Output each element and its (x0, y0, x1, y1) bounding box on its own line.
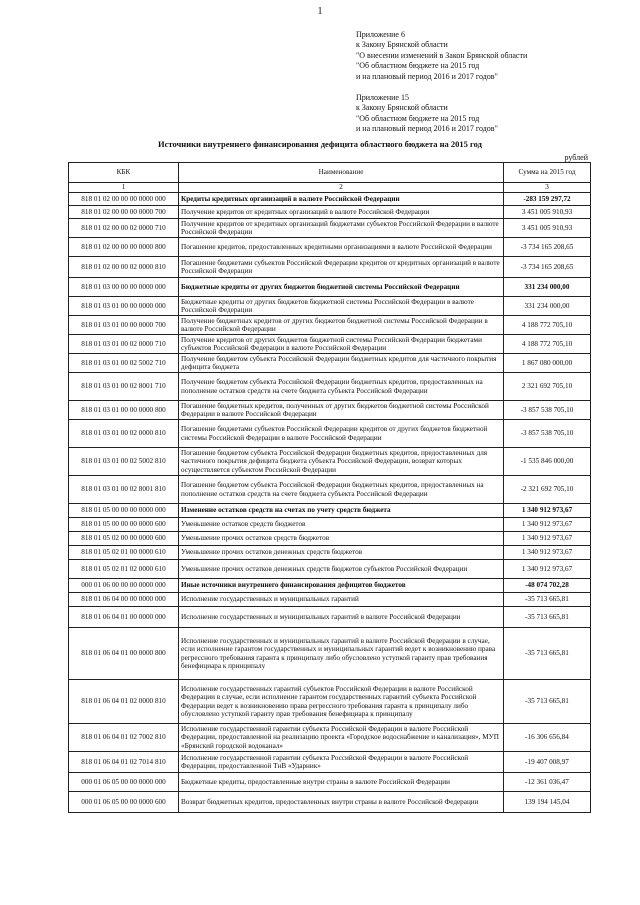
sum-cell: 139 194 145,04 (504, 792, 591, 813)
name-cell: Исполнение государственной гарантии субъекта Российской Федерации в валюте Российской Федерации, предоставленной ТнВ «Ударник» (179, 752, 504, 773)
kbk-cell: 818 01 02 00 00 00 0000 800 (69, 238, 179, 257)
name-cell: Уменьшение прочих остатков денежных средств бюджетов субъектов Российской Федерации (179, 560, 504, 579)
kbk-cell: 818 01 05 00 00 00 0000 000 (69, 504, 179, 518)
name-cell: Уменьшение прочих остатков денежных средств бюджетов (179, 546, 504, 560)
name-cell: Получение кредитов от других бюджетов бюджетной системы Российской Федерации бюджетами субъектов Российской Федерации в валюте Российской Федерации (179, 335, 504, 354)
kbk-cell: 818 01 03 01 00 02 5002 710 (69, 354, 179, 373)
sum-cell: -35 713 665,81 (504, 680, 591, 724)
sum-cell: -3 734 165 208,65 (504, 257, 591, 278)
table-row (69, 354, 591, 373)
kbk-cell: 818 01 03 01 00 00 0000 800 (69, 401, 179, 420)
sum-cell: 3 451 005 910,93 (504, 206, 591, 219)
table-row (69, 278, 591, 297)
name-cell: Получение бюджетных кредитов от других бюджетов бюджетной системы Российской Федерации в валюте Российской Федерации (179, 316, 504, 335)
sum-cell: 1 340 912 973,67 (504, 532, 591, 546)
kbk-cell: 818 01 03 01 00 02 5002 810 (69, 448, 179, 476)
kbk-cell: 818 01 06 04 01 02 7014 810 (69, 752, 179, 773)
table-row (69, 560, 591, 579)
name-cell: Уменьшение остатков средств бюджетов (179, 518, 504, 532)
appendix-6-line: к Закону Брянской области (356, 40, 448, 50)
name-cell: Погашение кредитов, предоставленных кредитными организациями в валюте Российской Федерации (179, 238, 504, 257)
column-index-1: 1 (69, 183, 179, 193)
sum-cell: -3 734 165 208,65 (504, 238, 591, 257)
kbk-cell: 818 01 05 02 00 00 0000 600 (69, 532, 179, 546)
name-cell: Изменение остатков средств на счетах по учету средств бюджета (179, 504, 504, 518)
header-sum: Сумма на 2015 год (504, 163, 591, 183)
table-row (69, 476, 591, 504)
table-row (69, 607, 591, 628)
table-row (69, 593, 591, 607)
kbk-cell: 818 01 02 00 00 00 0000 700 (69, 206, 179, 219)
kbk-cell: 818 01 06 04 00 00 0000 000 (69, 593, 179, 607)
name-cell: Получение бюджетом субъекта Российской Федерации бюджетных кредитов для частичного покрытия дефицита бюджета (179, 354, 504, 373)
table-row (69, 297, 591, 316)
table-row (69, 628, 591, 680)
appendix-6-reference (356, 30, 527, 82)
name-cell: Погашение бюджетом субъекта Российской Федерации бюджетных кредитов, предоставленных для частичного покрытия дефицита бюджета субъекта Российской Федерации, возврат которых осуществляется субъектом Российской Федерации (179, 448, 504, 476)
unit-label: рублей (564, 153, 588, 162)
sum-cell: -283 159 297,72 (504, 193, 591, 206)
header-kbk: КБК (69, 163, 179, 183)
column-index-2: 2 (179, 183, 504, 193)
sum-cell: 1 340 912 973,67 (504, 504, 591, 518)
name-cell: Получение кредитов от кредитных организаций бюджетами субъектов Российской Федерации в валюте Российской Федерации (179, 219, 504, 238)
sum-cell: 4 188 772 705,10 (504, 335, 591, 354)
table-row (69, 335, 591, 354)
table-row (69, 532, 591, 546)
sum-cell: -2 321 692 705,10 (504, 476, 591, 504)
kbk-cell: 818 01 03 01 00 00 0000 000 (69, 297, 179, 316)
sum-cell: -35 713 665,81 (504, 593, 591, 607)
sum-cell: 2 321 692 705,10 (504, 373, 591, 401)
sum-cell: -3 857 538 705,10 (504, 420, 591, 448)
table-row (69, 219, 591, 238)
table-row (69, 773, 591, 792)
name-cell: Исполнение государственных гарантий субъектов Российской Федерации в валюте Российской Федерации в случае, если исполнение гарантом государственных гарантий субъекта Российской Федерации ведет к возникновению права регрессного требования гаранта к принципалу либо обусловлено уступкой гаранту прав требования бенефициара к принципалу (179, 680, 504, 724)
table-row (69, 680, 591, 724)
kbk-cell: 818 01 02 00 00 02 0000 810 (69, 257, 179, 278)
name-cell: Погашение бюджетных кредитов, полученных от других бюджетов бюджетной системы Российской Федерации в валюте Российской Федерации (179, 401, 504, 420)
kbk-cell: 000 01 06 05 00 00 0000 000 (69, 773, 179, 792)
kbk-cell: 818 01 06 04 01 00 0000 800 (69, 628, 179, 680)
table-row (69, 448, 591, 476)
sum-cell: -12 361 036,47 (504, 773, 591, 792)
name-cell: Погашение бюджетами субъектов Российской Федерации кредитов от кредитных организаций в валюте Российской Федерации (179, 257, 504, 278)
kbk-cell: 818 01 03 01 00 02 8001 810 (69, 476, 179, 504)
name-cell: Исполнение государственных и муниципальных гарантий (179, 593, 504, 607)
table-row (69, 401, 591, 420)
name-cell: Исполнение государственных и муниципальных гарантий в валюте Российской Федерации в случае, если исполнение гарантом государственных и муниципальных гарантий ведет к возникновению права регрессного требования гаранта к принципалу либо обусловлено уступкой гаранту прав требования бенефициара к принципалу (179, 628, 504, 680)
table-row (69, 373, 591, 401)
kbk-cell: 818 01 03 01 00 02 0000 810 (69, 420, 179, 448)
sum-cell: -35 713 665,81 (504, 607, 591, 628)
kbk-cell: 818 01 06 04 01 00 0000 000 (69, 607, 179, 628)
appendix-6-line: и на плановый период 2016 и 2017 годов" (356, 71, 498, 81)
name-cell: Погашение бюджетами субъектов Российской Федерации кредитов от других бюджетов бюджетной системы Российской Федерации в валюте Российской Федерации (179, 420, 504, 448)
appendix-6-line: Приложение 6 (356, 30, 405, 39)
appendix-15-line: к Закону Брянской области (356, 103, 448, 113)
name-cell: Уменьшение прочих остатков средств бюджетов (179, 532, 504, 546)
table-row (69, 257, 591, 278)
name-cell: Получение кредитов от кредитных организаций в валюте Российской Федерации (179, 206, 504, 219)
table-row (69, 792, 591, 813)
table-row (69, 206, 591, 219)
sum-cell: 1 340 912 973,67 (504, 546, 591, 560)
header-name: Наименование (179, 163, 504, 183)
kbk-cell: 818 01 02 00 00 02 0000 710 (69, 219, 179, 238)
kbk-cell: 000 01 06 05 00 00 0000 600 (69, 792, 179, 813)
table-row (69, 546, 591, 560)
name-cell: Получение бюджетом субъекта Российской Федерации бюджетных кредитов, предоставленных на пополнение остатков средств на счете бюджета субъекта Российской Федерации (179, 373, 504, 401)
kbk-cell: 818 01 05 02 01 00 0000 610 (69, 546, 179, 560)
kbk-cell: 818 01 03 01 00 00 0000 700 (69, 316, 179, 335)
kbk-cell: 818 01 05 00 00 00 0000 600 (69, 518, 179, 532)
name-cell: Исполнение государственной гарантии субъекта Российской Федерации в валюте Российской Федерации, предоставленной на реализацию проекта «Городское водоснабжение и канализация», МУП «Брянский городской водоканал» (179, 724, 504, 752)
document-title: Источники внутреннего финансирования дефицита областного бюджета на 2015 год (158, 139, 482, 149)
table-body (69, 193, 591, 813)
sum-cell: -3 857 538 705,10 (504, 401, 591, 420)
table-row (69, 238, 591, 257)
appendix-15-line: "Об областном бюджете на 2015 год (356, 113, 480, 123)
sum-cell: -16 306 656,84 (504, 724, 591, 752)
sum-cell: 1 340 912 973,67 (504, 518, 591, 532)
table-row (69, 420, 591, 448)
appendix-15-line: и на плановый период 2016 и 2017 годов" (356, 124, 498, 134)
table-row (69, 504, 591, 518)
table-row (69, 752, 591, 773)
name-cell: Бюджетные кредиты от других бюджетов бюджетной системы Российской Федерации (179, 278, 504, 297)
table-row (69, 518, 591, 532)
appendix-15-line: Приложение 15 (356, 93, 409, 102)
kbk-cell: 818 01 02 00 00 00 0000 000 (69, 193, 179, 206)
name-cell: Исполнение государственных и муниципальных гарантий в валюте Российской Федерации (179, 607, 504, 628)
appendix-6-line: "Об областном бюджете на 2015 год (356, 61, 480, 71)
sum-cell: -19 407 008,97 (504, 752, 591, 773)
kbk-cell: 818 01 06 04 01 02 0000 810 (69, 680, 179, 724)
sum-cell: -1 535 846 000,00 (504, 448, 591, 476)
name-cell: Иные источники внутреннего финансирования дефицитов бюджетов (179, 579, 504, 593)
table-row (69, 724, 591, 752)
sum-cell: -48 074 702,28 (504, 579, 591, 593)
financing-sources-table (68, 162, 591, 813)
kbk-cell: 000 01 06 00 00 00 0000 000 (69, 579, 179, 593)
kbk-cell: 818 01 06 04 01 02 7002 810 (69, 724, 179, 752)
name-cell: Бюджетные кредиты от других бюджетов бюджетной системы Российской Федерации в валюте Российской Федерации (179, 297, 504, 316)
column-index-3: 3 (504, 183, 591, 193)
table-row (69, 193, 591, 206)
sum-cell: 331 234 000,00 (504, 278, 591, 297)
sum-cell: 331 234 000,00 (504, 297, 591, 316)
page-number: 1 (317, 6, 323, 17)
sum-cell: 1 340 912 973,67 (504, 560, 591, 579)
kbk-cell: 818 01 03 01 00 02 8001 710 (69, 373, 179, 401)
sum-cell: -35 713 665,81 (504, 628, 591, 680)
kbk-cell: 818 01 05 02 01 02 0000 610 (69, 560, 179, 579)
name-cell: Кредиты кредитных организаций в валюте Российской Федерации (179, 193, 504, 206)
appendix-15-reference (356, 93, 498, 135)
name-cell: Возврат бюджетных кредитов, предоставленных внутри страны в валюте Российской Федерации (179, 792, 504, 813)
name-cell: Бюджетные кредиты, предоставленные внутри страны в валюте Российской Федерации (179, 773, 504, 792)
name-cell: Погашение бюджетом субъекта Российской Федерации бюджетных кредитов, предоставленных на пополнение остатков средств на счете бюджета субъекта Российской Федерации (179, 476, 504, 504)
sum-cell: 4 188 772 705,10 (504, 316, 591, 335)
table-row (69, 579, 591, 593)
kbk-cell: 818 01 03 01 00 02 0000 710 (69, 335, 179, 354)
table-row (69, 316, 591, 335)
kbk-cell: 818 01 03 00 00 00 0000 000 (69, 278, 179, 297)
sum-cell: 3 451 005 910,93 (504, 219, 591, 238)
sum-cell: 1 867 080 000,00 (504, 354, 591, 373)
appendix-6-line: "О внесении изменений в Закон Брянской области (356, 50, 528, 60)
